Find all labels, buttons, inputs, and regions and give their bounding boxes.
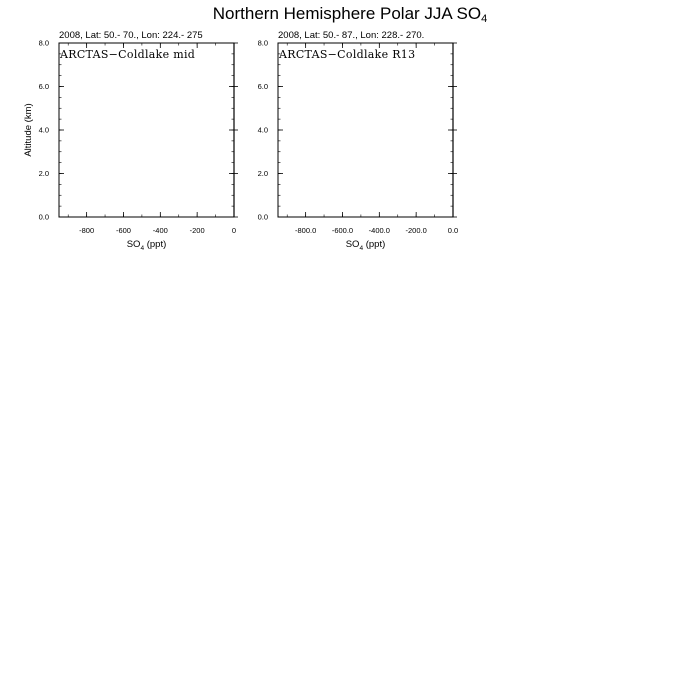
x-tick-label: -200 xyxy=(189,226,205,235)
y-tick-label: 4.0 xyxy=(257,125,268,135)
x-axis-title: $SO_4$ (ppt) xyxy=(345,239,386,252)
x-axis-title: $SO_4$ (ppt) xyxy=(126,239,167,252)
y-tick-label: 0.0 xyxy=(38,212,49,222)
x-tick-label: -200.0 xyxy=(405,226,427,235)
x-tick-label: 0 xyxy=(231,226,237,235)
x-tick-label: 0.0 xyxy=(447,226,459,235)
plot-panel-1 xyxy=(23,30,238,252)
y-tick-label: 2.0 xyxy=(257,169,268,178)
y-tick-label: 2.0 xyxy=(38,169,49,178)
y-tick-label: 4.0 xyxy=(38,125,49,135)
panel-label: ARCTAS−Coldlake R13 xyxy=(279,48,416,61)
x-tick-label: -600.0 xyxy=(331,226,354,235)
panel-header: 2008, Lat: 50.- 87., Lon: 228.- 270. xyxy=(278,30,425,41)
x-tick-label: -400 xyxy=(152,226,168,235)
panel-header: 2008, Lat: 50.- 70., Lon: 224.- 275 xyxy=(59,30,203,41)
chart-title: Northern Hemisphere Polar JJA $SO_4$ xyxy=(212,4,488,25)
y-tick-label: 6.0 xyxy=(38,82,49,91)
y-axis-title: Altitude (km) xyxy=(23,103,34,157)
x-tick-label: -400.0 xyxy=(368,226,390,235)
x-tick-label: -800 xyxy=(79,226,95,235)
y-tick-label: 8.0 xyxy=(38,38,49,48)
plot-frame xyxy=(278,43,453,217)
x-tick-label: -800.0 xyxy=(294,226,317,235)
x-tick-label: -600 xyxy=(115,226,131,235)
y-tick-label: 6.0 xyxy=(257,82,268,91)
plot-frame xyxy=(59,43,234,217)
y-tick-label: 0.0 xyxy=(257,212,268,222)
y-tick-label: 8.0 xyxy=(257,38,268,48)
panel-label: ARCTAS−Coldlake mid xyxy=(60,48,196,61)
plot-panel-2 xyxy=(258,30,459,252)
